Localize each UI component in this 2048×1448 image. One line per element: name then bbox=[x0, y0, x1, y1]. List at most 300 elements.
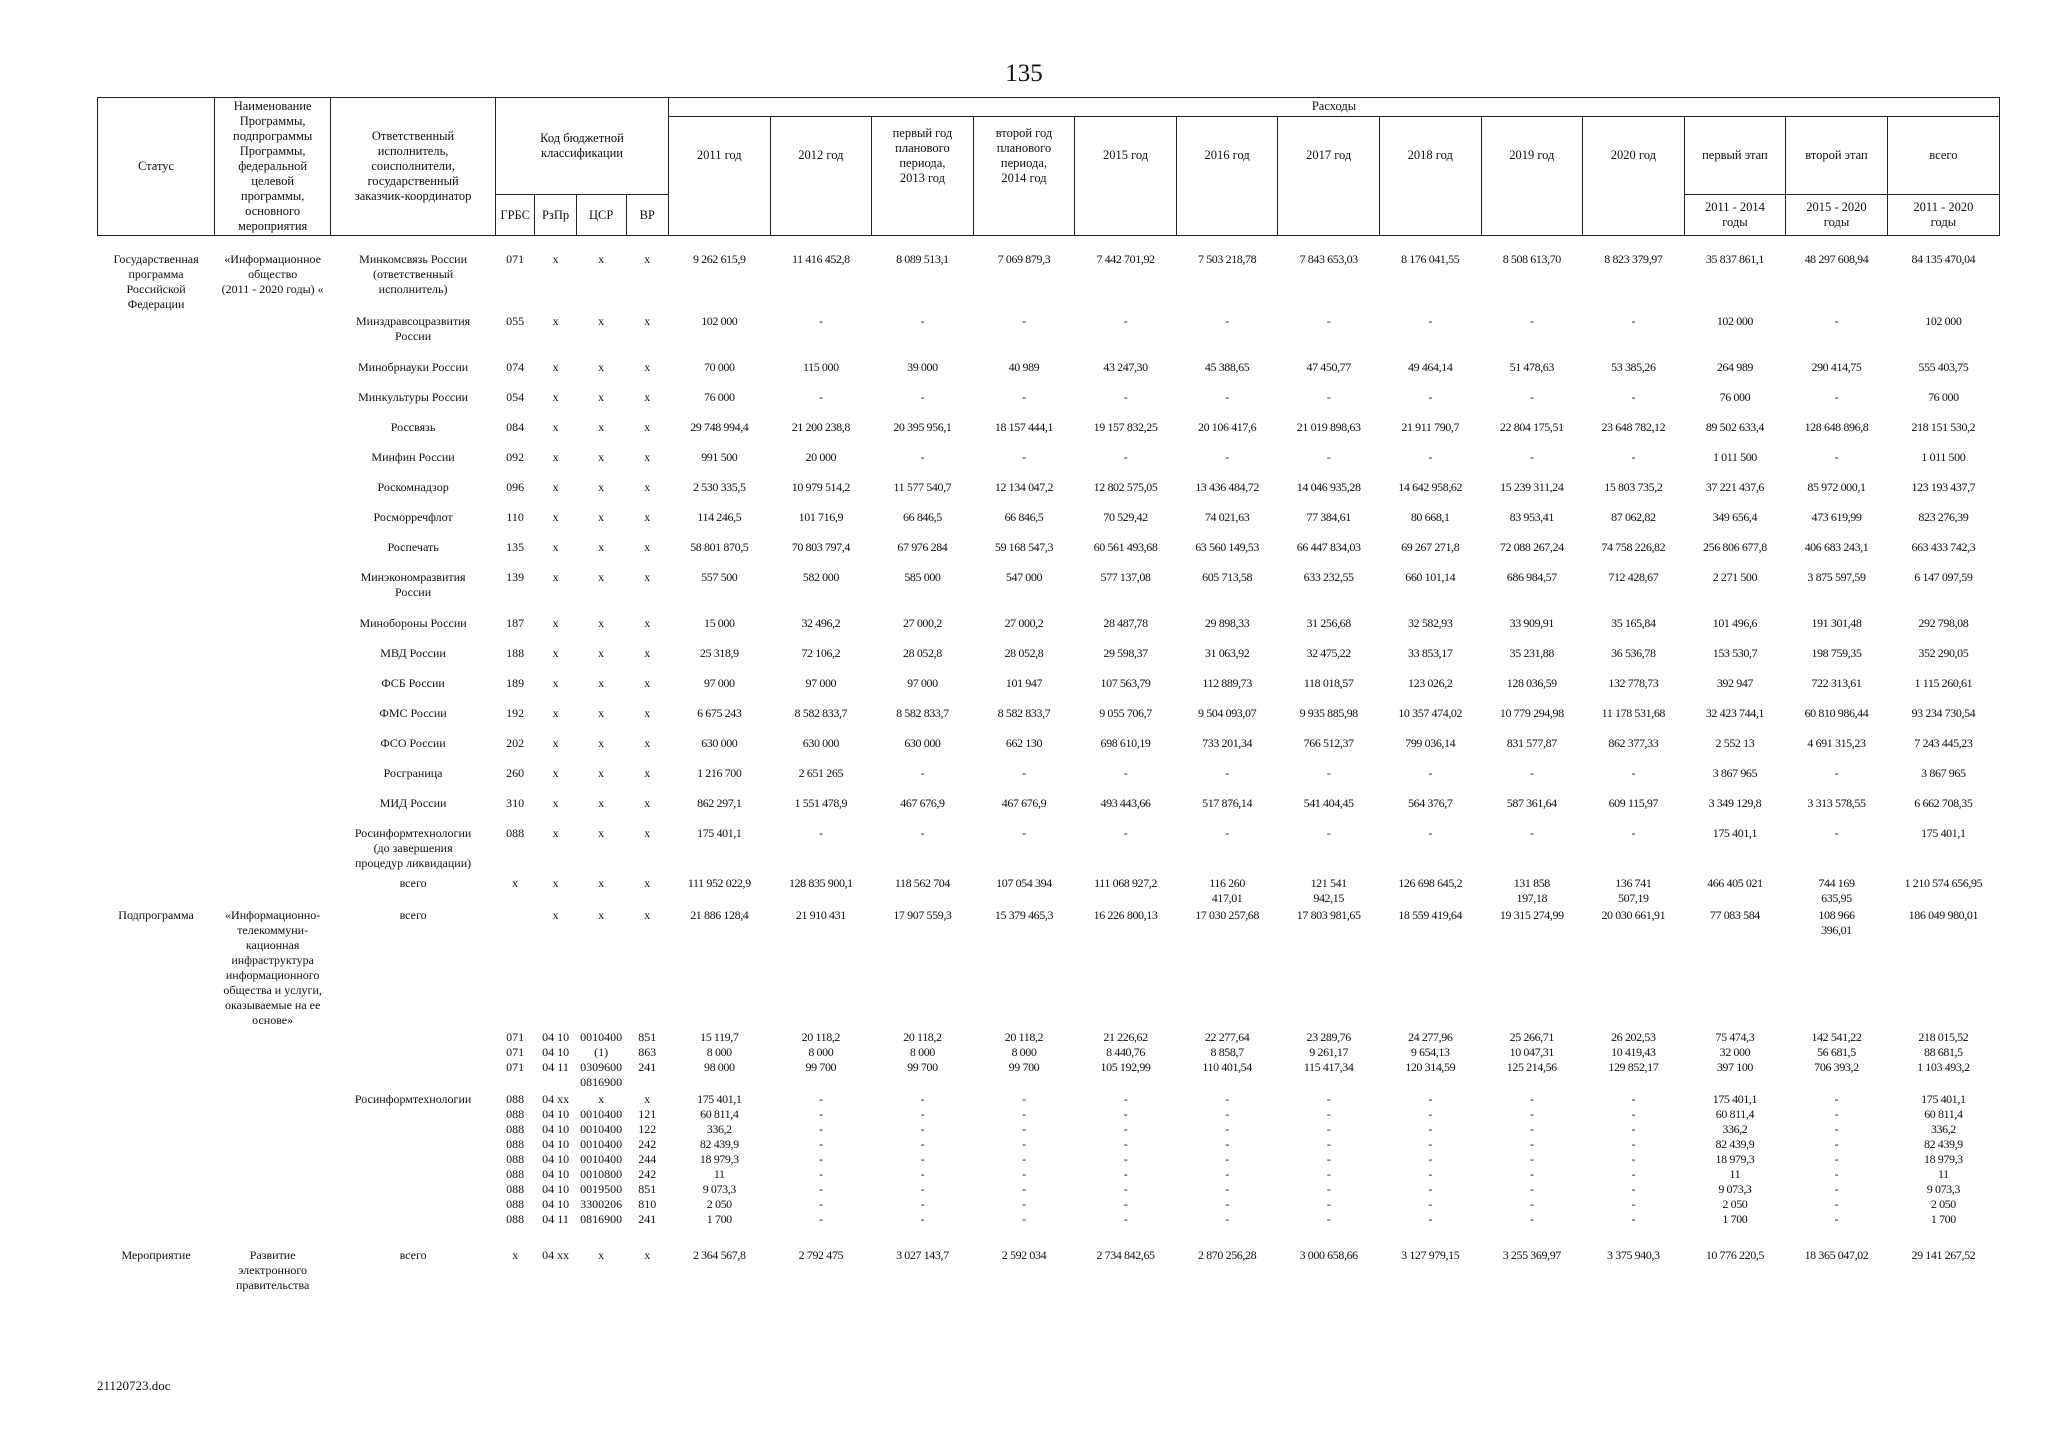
row-grbs bbox=[495, 907, 534, 1029]
row-responsible: Росинформтехнологии bbox=[354, 1092, 472, 1106]
row-status bbox=[98, 765, 215, 795]
row-value: 111 068 927,2 bbox=[1094, 876, 1157, 890]
row-status bbox=[98, 675, 215, 705]
row-value: 605 713,58 bbox=[1202, 570, 1253, 584]
row-value: 991 500 bbox=[701, 450, 738, 464]
row-value: 85 972 000,1 bbox=[1807, 480, 1866, 494]
row-value: 218 151 530,2 bbox=[1911, 420, 1976, 434]
row-grbs: 054 bbox=[506, 390, 525, 404]
row-value: 60 561 493,68 bbox=[1093, 540, 1158, 554]
row-value: 97 000 bbox=[703, 676, 735, 690]
row-name bbox=[215, 449, 331, 479]
row-value: 517 876,14 bbox=[1202, 796, 1253, 810]
header-period-total: 2011 - 2020 годы bbox=[1887, 195, 1999, 236]
row-value: - bbox=[920, 826, 925, 840]
row-value: 102 000 bbox=[701, 314, 738, 328]
row-value: 17 907 559,3 bbox=[893, 908, 952, 922]
row-value: 17 803 981,65 bbox=[1296, 908, 1361, 922]
row-value: 24 277,96 9 654,13 120 314,59 bbox=[1405, 1030, 1456, 1074]
row-value: 74 021,63 bbox=[1204, 510, 1250, 524]
header-year-2016: 2016 год bbox=[1176, 116, 1278, 194]
row-grbs: 189 bbox=[506, 676, 525, 690]
header-status: Статус bbox=[98, 98, 215, 236]
row-value: 290 414,75 bbox=[1811, 360, 1862, 374]
row-value: 19 315 274,99 bbox=[1499, 908, 1564, 922]
row-name bbox=[215, 313, 331, 359]
header-year-2019: 2019 год bbox=[1481, 116, 1583, 194]
row-value: 33 853,17 bbox=[1408, 646, 1453, 660]
row-vr: х bbox=[644, 1248, 651, 1262]
row-value: - bbox=[1326, 826, 1331, 840]
table-row bbox=[98, 875, 2000, 907]
row-status bbox=[98, 825, 215, 875]
row-value: 8 089 513,1 bbox=[896, 252, 949, 266]
row-csr: х bbox=[598, 360, 605, 374]
row-value: 406 683 243,1 bbox=[1804, 540, 1869, 554]
row-value: 555 403,75 bbox=[1918, 360, 1969, 374]
table-row bbox=[98, 1029, 2000, 1091]
row-grbs: 188 bbox=[506, 646, 525, 660]
row-csr: х bbox=[598, 450, 605, 464]
row-value: 2 552 13 bbox=[1715, 736, 1755, 750]
table-row bbox=[98, 313, 2000, 359]
row-status bbox=[98, 389, 215, 419]
row-grbs: х bbox=[512, 1248, 519, 1262]
header-csr: ЦСР bbox=[576, 195, 626, 236]
row-rzpr: х bbox=[552, 676, 559, 690]
page-number: 135 bbox=[1005, 60, 1043, 87]
row-status bbox=[98, 705, 215, 735]
table-body bbox=[98, 236, 2000, 1308]
header-year-2020: 2020 год bbox=[1583, 116, 1685, 194]
row-grbs: 192 bbox=[506, 706, 525, 720]
row-vr: х bbox=[644, 390, 651, 404]
row-responsible: Роскомнадзор bbox=[377, 480, 449, 494]
table-row bbox=[98, 389, 2000, 419]
row-value: 31 256,68 bbox=[1306, 616, 1351, 630]
row-csr: х 0010400 0010400 0010400 0010400 0010800 0019500 3300206 0816900 bbox=[580, 1092, 623, 1226]
row-value: 1 011 500 bbox=[1712, 450, 1757, 464]
row-value: 2 592 034 bbox=[1001, 1248, 1047, 1262]
row-value: 28 052,8 bbox=[903, 646, 942, 660]
row-status bbox=[98, 615, 215, 645]
row-value: 97 000 bbox=[907, 676, 938, 690]
header-year-2015: 2015 год bbox=[1075, 116, 1177, 194]
row-value: 175 401,1 bbox=[1921, 826, 1966, 840]
row-rzpr: х bbox=[552, 706, 559, 720]
row-value: 18 559 419,64 bbox=[1398, 908, 1463, 922]
row-value: 3 255 369,97 bbox=[1502, 1248, 1561, 1262]
row-value: - bbox=[1631, 766, 1636, 780]
table-row bbox=[98, 449, 2000, 479]
row-value: 609 115,97 bbox=[1608, 796, 1659, 810]
row-value: 1 551 478,9 bbox=[794, 796, 848, 810]
row-csr: х bbox=[598, 646, 605, 660]
row-value: 17 030 257,68 bbox=[1195, 908, 1260, 922]
row-value: 43 247,30 bbox=[1103, 360, 1148, 374]
row-value: 63 560 149,53 bbox=[1195, 540, 1260, 554]
row-name bbox=[215, 765, 331, 795]
row-vr: х bbox=[644, 876, 651, 890]
row-grbs: 110 bbox=[506, 510, 524, 524]
row-value: - - - - - - - - - bbox=[1022, 1092, 1026, 1226]
row-value: - bbox=[920, 450, 925, 464]
row-value: 7 503 218,78 bbox=[1198, 252, 1257, 266]
row-value: 3 867 965 bbox=[1712, 766, 1758, 780]
row-value: 823 276,39 bbox=[1918, 510, 1969, 524]
row-value: 3 349 129,8 bbox=[1708, 796, 1762, 810]
row-value: 66 447 834,03 bbox=[1296, 540, 1361, 554]
row-name bbox=[215, 539, 331, 569]
row-rzpr: х bbox=[552, 314, 559, 328]
row-value: 80 668,1 bbox=[1410, 510, 1450, 524]
row-status bbox=[98, 1029, 215, 1091]
row-value: 7 069 879,3 bbox=[997, 252, 1051, 266]
row-responsible: Минздравсоцразвития России bbox=[356, 314, 471, 343]
row-vr: х bbox=[644, 616, 651, 630]
row-value: 101 496,6 bbox=[1712, 616, 1758, 630]
row-value: 733 201,34 bbox=[1202, 736, 1253, 750]
row-value: 3 000 658,66 bbox=[1299, 1248, 1358, 1262]
row-responsible: ФМС России bbox=[379, 706, 447, 720]
row-value: 22 277,64 8 858,7 110 401,54 bbox=[1202, 1030, 1252, 1074]
row-csr: х bbox=[598, 390, 605, 404]
row-value: 126 698 645,2 bbox=[1398, 876, 1463, 890]
header-grbs: ГРБС bbox=[495, 195, 534, 236]
row-value: 29 898,33 bbox=[1204, 616, 1250, 630]
row-value: 467 676,9 bbox=[1001, 796, 1047, 810]
row-name bbox=[215, 675, 331, 705]
row-rzpr: х bbox=[552, 390, 559, 404]
row-value: 198 759,35 bbox=[1811, 646, 1862, 660]
row-status bbox=[98, 539, 215, 569]
row-value: 13 436 484,72 bbox=[1195, 480, 1260, 494]
row-value: 8 508 613,70 bbox=[1502, 252, 1561, 266]
row-responsible: Россвязь bbox=[390, 420, 436, 434]
row-csr: х bbox=[598, 736, 605, 750]
row-value: 16 226 800,13 bbox=[1093, 908, 1158, 922]
row-grbs: 187 bbox=[506, 616, 525, 630]
row-csr: х bbox=[598, 420, 605, 434]
expenditure-table bbox=[97, 97, 2000, 1307]
row-value: 26 202,53 10 419,43 129 852,17 bbox=[1608, 1030, 1659, 1074]
row-rzpr: х bbox=[552, 360, 559, 374]
row-value: 660 101,14 bbox=[1405, 570, 1456, 584]
row-vr: х bbox=[644, 796, 651, 810]
row-rzpr: 04 xx bbox=[542, 1248, 570, 1262]
row-csr: х bbox=[598, 1248, 605, 1262]
row-responsible: Минфин России bbox=[371, 450, 455, 464]
row-csr: х bbox=[598, 676, 605, 690]
row-value: 20 000 bbox=[805, 450, 837, 464]
row-value: 15 119,7 8 000 98 000 bbox=[700, 1030, 739, 1074]
row-vr: х bbox=[644, 766, 651, 780]
row-value: 686 984,57 bbox=[1506, 570, 1557, 584]
row-csr: х bbox=[598, 480, 605, 494]
row-value: 60 810 986,44 bbox=[1804, 706, 1869, 720]
row-value: 77 384,61 bbox=[1306, 510, 1351, 524]
row-rzpr: х bbox=[552, 420, 559, 434]
row-value: 67 976 284 bbox=[897, 540, 948, 554]
row-value: 766 512,37 bbox=[1303, 736, 1354, 750]
header-vr: ВР bbox=[626, 195, 668, 236]
row-value: 3 375 940,3 bbox=[1607, 1248, 1660, 1262]
row-grbs: 071 bbox=[506, 252, 525, 266]
row-value: 29 141 267,52 bbox=[1911, 1248, 1976, 1262]
row-value: 111 952 022,9 bbox=[687, 876, 751, 890]
row-value: 392 947 bbox=[1716, 676, 1754, 690]
row-value: 121 541 942,15 bbox=[1310, 876, 1347, 905]
row-responsible: Минкомсвязь России (ответственный исполнитель) bbox=[359, 252, 467, 296]
row-value: 21 910 431 bbox=[795, 908, 846, 922]
row-value: - bbox=[1022, 766, 1026, 780]
row-value: 10 357 474,02 bbox=[1398, 706, 1463, 720]
row-value: - bbox=[920, 314, 925, 328]
row-value: 633 232,55 bbox=[1303, 570, 1354, 584]
row-rzpr: х bbox=[552, 510, 559, 524]
row-rzpr: х bbox=[552, 646, 559, 660]
row-value: - bbox=[1631, 450, 1636, 464]
table-row bbox=[98, 615, 2000, 645]
row-value: 32 582,93 bbox=[1408, 616, 1453, 630]
row-rzpr: х bbox=[552, 540, 559, 554]
row-value: - bbox=[1631, 390, 1636, 404]
table-row bbox=[98, 479, 2000, 509]
row-vr: х bbox=[644, 420, 651, 434]
row-value: - bbox=[1834, 450, 1839, 464]
table-row bbox=[98, 795, 2000, 825]
header-first-stage: первый этап bbox=[1684, 116, 1786, 194]
row-value: - bbox=[1022, 826, 1026, 840]
table-row bbox=[98, 675, 2000, 705]
row-value: 8 823 379,97 bbox=[1604, 252, 1663, 266]
header-year-2013: первый год планового периода, 2013 год bbox=[872, 116, 974, 194]
row-name bbox=[215, 735, 331, 765]
row-value: 7 442 701,92 bbox=[1096, 252, 1155, 266]
row-value: 630 000 bbox=[701, 736, 738, 750]
row-responsible: Росинформтехнологии (до завершения процедур ликвидации) bbox=[354, 826, 472, 870]
row-vr: х bbox=[644, 360, 651, 374]
row-value: 58 801 870,5 bbox=[690, 540, 749, 554]
row-value: 7 843 653,03 bbox=[1299, 252, 1358, 266]
row-value: 70 529,42 bbox=[1103, 510, 1148, 524]
row-value: 2 364 567,8 bbox=[692, 1248, 746, 1262]
row-name bbox=[215, 479, 331, 509]
row-value: 20 030 661,91 bbox=[1601, 908, 1666, 922]
row-responsible: Минкультуры России bbox=[358, 390, 469, 404]
row-name bbox=[215, 875, 331, 907]
row-vr: х bbox=[644, 706, 651, 720]
row-value: 84 135 470,04 bbox=[1911, 252, 1976, 266]
row-value: 48 297 608,94 bbox=[1804, 252, 1869, 266]
row-value: - bbox=[1326, 314, 1331, 328]
row-value: - bbox=[1123, 314, 1128, 328]
row-vr: х 121 122 242 244 242 851 810 241 bbox=[638, 1092, 657, 1226]
row-value: - bbox=[1022, 390, 1026, 404]
row-value: 9 055 706,7 bbox=[1099, 706, 1152, 720]
row-csr: х bbox=[598, 766, 605, 780]
row-value: 49 464,14 bbox=[1408, 360, 1453, 374]
document-filename: 21120723.doc bbox=[97, 1378, 171, 1393]
row-value: 45 388,65 bbox=[1204, 360, 1250, 374]
row-status: Подпрограмма bbox=[118, 908, 194, 922]
row-value: 22 804 175,51 bbox=[1499, 420, 1564, 434]
row-value: - bbox=[819, 390, 823, 404]
row-value: - bbox=[1834, 826, 1839, 840]
row-value: 118 018,57 bbox=[1303, 676, 1354, 690]
row-value: 21 886 128,4 bbox=[690, 908, 749, 922]
row-status bbox=[98, 509, 215, 539]
row-value: 8 176 041,55 bbox=[1401, 252, 1460, 266]
row-value: - bbox=[1225, 450, 1229, 464]
row-name bbox=[215, 569, 331, 615]
row-rzpr: х bbox=[552, 616, 559, 630]
row-value: - bbox=[1834, 314, 1839, 328]
row-value: 72 088 267,24 bbox=[1499, 540, 1564, 554]
row-value: 142 541,22 56 681,5 706 393,2 bbox=[1811, 1030, 1862, 1074]
row-grbs: 088 088 088 088 088 088 088 088 088 bbox=[506, 1092, 525, 1226]
row-value: - - - - - - - - - bbox=[1631, 1092, 1636, 1226]
row-vr: х bbox=[644, 646, 651, 660]
row-vr: х bbox=[644, 676, 651, 690]
row-grbs: 096 bbox=[506, 480, 525, 494]
row-value: 47 450,77 bbox=[1306, 360, 1351, 374]
row-value: 101 716,9 bbox=[798, 510, 844, 524]
row-value: 218 015,52 88 681,5 1 103 493,2 bbox=[1917, 1030, 1970, 1074]
row-responsible: Росграница bbox=[383, 766, 443, 780]
row-name bbox=[215, 795, 331, 825]
row-status bbox=[98, 735, 215, 765]
row-value: - bbox=[1123, 390, 1128, 404]
table-row bbox=[98, 907, 2000, 1029]
table-row bbox=[98, 419, 2000, 449]
header-rzpr: РзПр bbox=[535, 195, 576, 236]
row-value: 23 648 782,12 bbox=[1601, 420, 1666, 434]
row-value: 292 798,08 bbox=[1918, 616, 1969, 630]
row-value: 2 792 475 bbox=[798, 1248, 844, 1262]
row-value: 191 301,48 bbox=[1811, 616, 1862, 630]
row-csr: х bbox=[598, 510, 605, 524]
table-row bbox=[98, 359, 2000, 389]
row-value: 66 846,5 bbox=[1004, 510, 1044, 524]
row-value: 722 313,61 bbox=[1811, 676, 1862, 690]
table-row bbox=[98, 569, 2000, 615]
row-csr: х bbox=[598, 314, 605, 328]
row-value: 40 989 bbox=[1008, 360, 1040, 374]
row-grbs: 260 bbox=[506, 766, 525, 780]
row-value: 9 935 885,98 bbox=[1299, 706, 1358, 720]
row-status: Мероприятие bbox=[121, 1248, 191, 1262]
header-period-second: 2015 - 2020 годы bbox=[1786, 195, 1888, 236]
row-value: 20 118,2 8 000 99 700 bbox=[903, 1030, 942, 1074]
row-csr: х bbox=[598, 826, 605, 840]
row-value: 1 115 260,61 bbox=[1914, 676, 1973, 690]
row-value: 29 748 994,4 bbox=[690, 420, 749, 434]
row-value: 20 395 956,1 bbox=[893, 420, 952, 434]
row-vr: х bbox=[644, 480, 651, 494]
row-responsible: Минобороны России bbox=[359, 616, 467, 630]
row-value: 19 157 832,25 bbox=[1093, 420, 1158, 434]
row-status bbox=[98, 569, 215, 615]
row-value: 123 026,2 bbox=[1408, 676, 1453, 690]
header-responsible: Ответственный исполнитель, соисполнители, государственный заказчик-координатор bbox=[331, 98, 496, 236]
row-vr: х bbox=[644, 908, 651, 922]
row-value: 35 837 861,1 bbox=[1705, 252, 1765, 266]
header-year-2012: 2012 год bbox=[770, 116, 872, 194]
row-value: - - - - - - - - - bbox=[1225, 1092, 1229, 1226]
row-value: 698 610,19 bbox=[1100, 736, 1151, 750]
row-vr: 851 863 241 bbox=[638, 1030, 657, 1074]
row-value: 101 947 bbox=[1005, 676, 1043, 690]
row-value: 20 118,2 8 000 99 700 bbox=[801, 1030, 841, 1074]
header-name: Наименование Программы, подпрограммы Программы, федеральной целевой программы, основного мероприятия bbox=[215, 98, 331, 236]
row-value: 11 178 531,68 bbox=[1601, 706, 1666, 720]
row-responsible: Минобрнауки России bbox=[357, 360, 469, 374]
row-rzpr: х bbox=[552, 450, 559, 464]
row-value: 11 577 540,7 bbox=[893, 480, 952, 494]
row-value: - bbox=[1529, 390, 1534, 404]
row-vr: х bbox=[644, 736, 651, 750]
row-value: 7 243 445,23 bbox=[1914, 736, 1973, 750]
row-csr: х bbox=[598, 876, 605, 890]
row-value: 2 530 335,5 bbox=[692, 480, 746, 494]
row-value: 128 835 900,1 bbox=[788, 876, 853, 890]
row-value: 23 289,76 9 261,17 115 417,34 bbox=[1303, 1030, 1354, 1074]
row-value: 77 083 584 bbox=[1709, 908, 1760, 922]
row-value: 123 193 437,7 bbox=[1911, 480, 1976, 494]
table-row bbox=[98, 765, 2000, 795]
row-value: 20 106 417,6 bbox=[1198, 420, 1257, 434]
row-responsible bbox=[331, 1029, 496, 1091]
row-value: 466 405 021 bbox=[1707, 876, 1763, 890]
row-value: 6 147 097,59 bbox=[1914, 570, 1973, 584]
header-year-2014: второй год планового периода, 2014 год bbox=[973, 116, 1075, 194]
row-responsible: всего bbox=[399, 1248, 427, 1262]
row-value: - bbox=[1225, 826, 1229, 840]
row-name: «Информационно- телекоммуни- кационная инфраструктура информационного общества и услуги, оказываемые на ее основе» bbox=[223, 908, 322, 1027]
row-value: 31 063,92 bbox=[1204, 646, 1250, 660]
row-status bbox=[98, 419, 215, 449]
row-rzpr: х bbox=[552, 876, 559, 890]
row-value: 712 428,67 bbox=[1608, 570, 1659, 584]
row-value: 51 478,63 bbox=[1509, 360, 1554, 374]
table-row bbox=[98, 735, 2000, 765]
row-name bbox=[215, 825, 331, 875]
row-value: 29 598,37 bbox=[1103, 646, 1148, 660]
row-name bbox=[215, 615, 331, 645]
row-value: 630 000 bbox=[904, 736, 941, 750]
row-value: - - - - - - - - - bbox=[1326, 1092, 1331, 1226]
row-value: 662 130 bbox=[1005, 736, 1043, 750]
row-value: - - - - - - - - - bbox=[1529, 1092, 1534, 1226]
row-value: 6 662 708,35 bbox=[1914, 796, 1973, 810]
row-value: 20 118,2 8 000 99 700 bbox=[1004, 1030, 1044, 1074]
row-name bbox=[215, 705, 331, 735]
row-value: 10 776 220,5 bbox=[1705, 1248, 1765, 1262]
header-second-stage: второй этап bbox=[1786, 116, 1888, 194]
row-grbs: 135 bbox=[506, 540, 525, 554]
row-value: 175 401,1 60 811,4 336,2 82 439,9 18 979,3 11 9 073,3 2 050 1 700 bbox=[1921, 1092, 1966, 1226]
row-responsible: всего bbox=[399, 876, 427, 890]
row-value: - bbox=[1123, 450, 1128, 464]
row-value: 547 000 bbox=[1005, 570, 1043, 584]
row-value: 21 019 898,63 bbox=[1296, 420, 1361, 434]
row-status: Государственная программа Российской Федерации bbox=[113, 252, 199, 311]
row-value: 3 313 578,55 bbox=[1807, 796, 1866, 810]
row-csr: х bbox=[598, 706, 605, 720]
row-value: 112 889,73 bbox=[1202, 676, 1252, 690]
row-value: 831 577,87 bbox=[1506, 736, 1557, 750]
